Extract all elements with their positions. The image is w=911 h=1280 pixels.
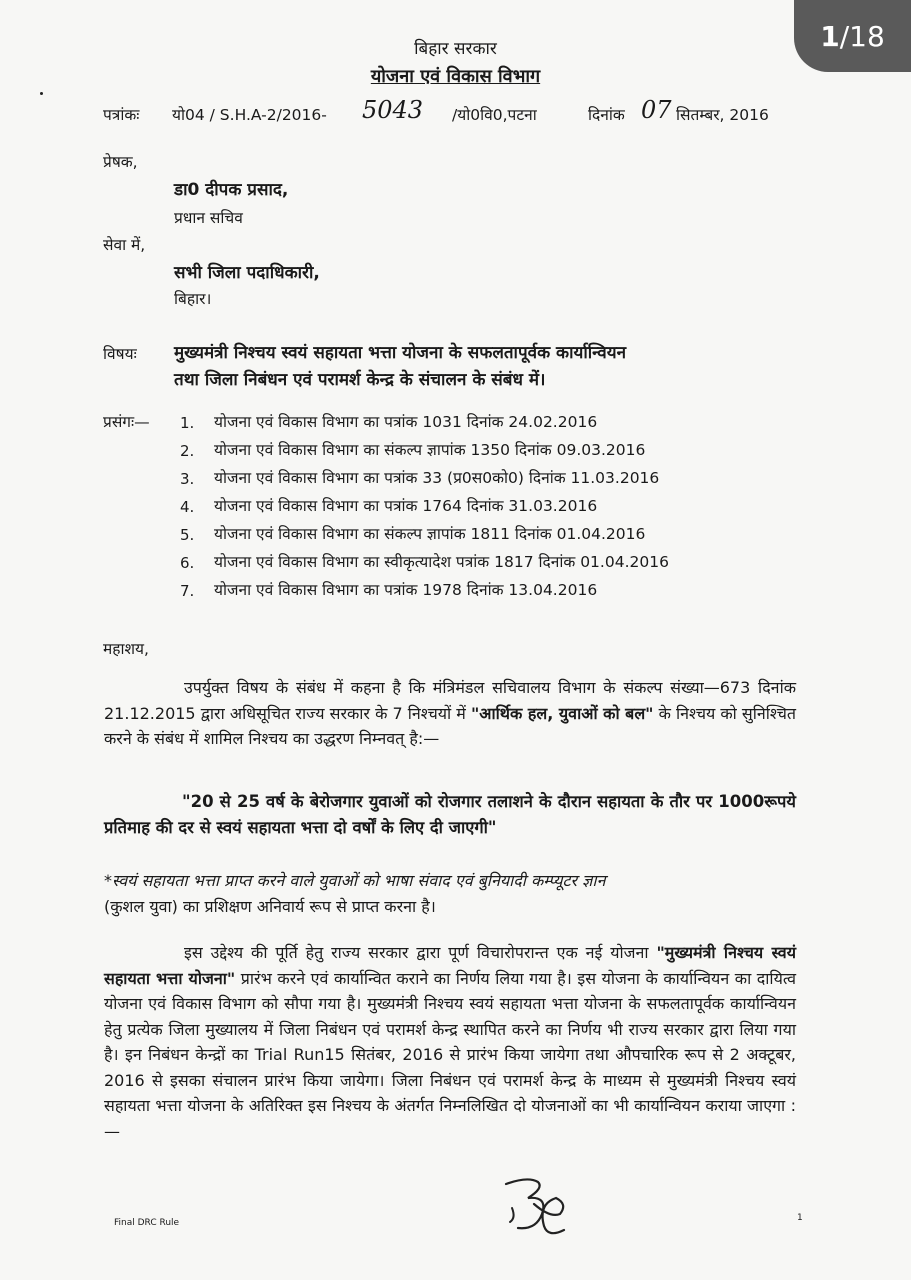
- paragraph-2-text-b: प्रारंभ करने एवं कार्यान्वित कराने का निर्णय लिया गया है। इस योजना के कार्यान्वियन का दायित्व योजना एवं विकास विभाग को सौपा गया है। मुख्यमंत्री निश्चय स्वयं सहायता भत्ता योजना के सफलतापूर्वक कार्यान्वियन हेतु प्रत्येक जिला मुख्यालय में जिला निबंधन एवं परामर्श केन्द्र स्थापित करने का निर्णय भी राज्य सरकार द्वारा लिया गया है। इन निबंधन केन्द्रों का Trial Run15 सितंबर, 2016 से प्रारंभ किया जायेगा तथा औपचारिक रूप से 2 अक्टूबर, 2016 से इसका संचालन प्रारंभ किया जायेगा। जिला निबंधन एवं परामर्श केन्द्र के माध्यम से मुख्यमंत्री निश्चय स्वयं सहायता भत्ता योजना के अतिरिक्त इस निश्चय के अंतर्गत निम्नलिखित दो योजनाओं का भी कार्यान्वियन कराया जाएगा :—: [104, 968, 796, 1141]
- sender-name: डा0 दीपक प्रसाद,: [174, 180, 289, 200]
- reference-number: 1.: [180, 414, 195, 432]
- page-counter-total: /18: [839, 19, 885, 53]
- letter-no-suffix: /यो0वि0,पटना: [452, 106, 537, 124]
- reference-number: 2.: [180, 442, 195, 460]
- sender-label: प्रेषक,: [103, 153, 138, 171]
- handwritten-date-day: 07: [641, 96, 672, 124]
- recipient-label: सेवा में,: [103, 236, 146, 254]
- reference-text: योजना एवं विकास विभाग का स्वीकृत्यादेश पत्रांक 1817 दिनांक 01.04.2016: [214, 553, 669, 571]
- paragraph-1-bold: "आर्थिक हल, युवाओं को बल": [470, 703, 654, 723]
- salutation: महाशय,: [103, 640, 149, 658]
- reference-text: योजना एवं विकास विभाग का पत्रांक 33 (प्र0स0को0) दिनांक 11.03.2016: [214, 469, 660, 487]
- paragraph-2-text-a: इस उद्देश्य की पूर्ति हेतु राज्य सरकार द्वारा पूर्ण विचारोपरान्त एक नई योजना: [184, 943, 657, 962]
- reference-text: योजना एवं विकास विभाग का पत्रांक 1764 दिनांक 31.03.2016: [214, 497, 598, 515]
- date-month-year: सितम्बर, 2016: [676, 106, 769, 124]
- paragraph-2: [104, 940, 796, 1144]
- letter-no-prefix: यो04 / S.H.A-2/2016-: [172, 106, 327, 124]
- handwritten-letter-no: 5043: [362, 96, 424, 124]
- reference-text: योजना एवं विकास विभाग का संकल्प ज्ञापांक 1350 दिनांक 09.03.2016: [214, 441, 646, 459]
- paragraph-1-text-b: के निश्चय को सुनिश्चित करने के संबंध में शामिल निश्चय का उद्धरण निम्नवत् है:—: [104, 703, 796, 748]
- paragraph-1-text-a: उपर्युक्त विषय के संबंध में कहना है कि मंत्रिमंडल सचिवालय विभाग के संकल्प संख्या—673 दिनांक 21.12.2015 द्वारा अधिसूचित राज्य सरकार के 7 निश्चयों में: [104, 678, 796, 723]
- recipient-name: सभी जिला पदाधिकारी,: [174, 263, 320, 283]
- signature-scribble: [498, 1174, 578, 1244]
- page-counter-current: 1: [820, 19, 840, 53]
- reference-text: योजना एवं विकास विभाग का संकल्प ज्ञापांक 1811 दिनांक 01.04.2016: [214, 525, 646, 543]
- subject-label: विषयः: [103, 345, 137, 363]
- government-heading: बिहार सरकार: [414, 39, 497, 59]
- references-label: प्रसंगः—: [103, 413, 150, 431]
- stray-mark: [40, 92, 43, 95]
- subject-line-2: तथा जिला निबंधन एवं परामर्श केन्द्र के संचालन के संबंध में।: [174, 370, 546, 390]
- reference-number: 5.: [180, 526, 195, 544]
- recipient-place: बिहार।: [174, 290, 212, 308]
- reference-text: योजना एवं विकास विभाग का पत्रांक 1978 दिनांक 13.04.2016: [214, 581, 598, 599]
- footer-label: Final DRC Rule: [114, 1218, 180, 1228]
- reference-text: योजना एवं विकास विभाग का पत्रांक 1031 दिनांक 24.02.2016: [214, 413, 598, 431]
- letter-no-label: पत्रांकः: [103, 106, 140, 124]
- reference-number: 6.: [180, 554, 195, 572]
- date-label: दिनांक: [588, 106, 625, 124]
- training-note-rest: (कुशल युवा) का प्रशिक्षण अनिवार्य रूप से प्राप्त करना है।: [104, 897, 436, 916]
- footer-page-number: 1: [797, 1213, 803, 1223]
- resolution-quote: "20 से 25 वर्ष के बेरोजगार युवाओं को रोजगार तलाशने के दौरान सहायता के तौर पर 1000रूपये प्रतिमाह की दर से स्वयं सहायता भत्ता दो वर्षों के लिए दी जाएगी": [104, 792, 796, 837]
- sender-designation: प्रधान सचिव: [174, 209, 243, 227]
- reference-number: 4.: [180, 498, 195, 516]
- paragraph-1: [104, 675, 796, 752]
- training-note-italic: *स्वयं सहायता भत्ता प्राप्त करने वाले युवाओं को भाषा संवाद एवं बुनियादी कम्प्यूटर ज्ञान: [104, 871, 606, 890]
- reference-number: 3.: [180, 470, 195, 488]
- subject-line-1: मुख्यमंत्री निश्चय स्वयं सहायता भत्ता योजना के सफलतापूर्वक कार्यान्वियन: [174, 343, 626, 363]
- reference-number: 7.: [180, 582, 195, 600]
- training-note: [104, 868, 796, 920]
- paragraph-2-bold: "मुख्यमंत्री निश्चय स्वयं सहायता भत्ता योजना": [104, 943, 796, 988]
- department-heading: योजना एवं विकास विभाग: [370, 66, 541, 87]
